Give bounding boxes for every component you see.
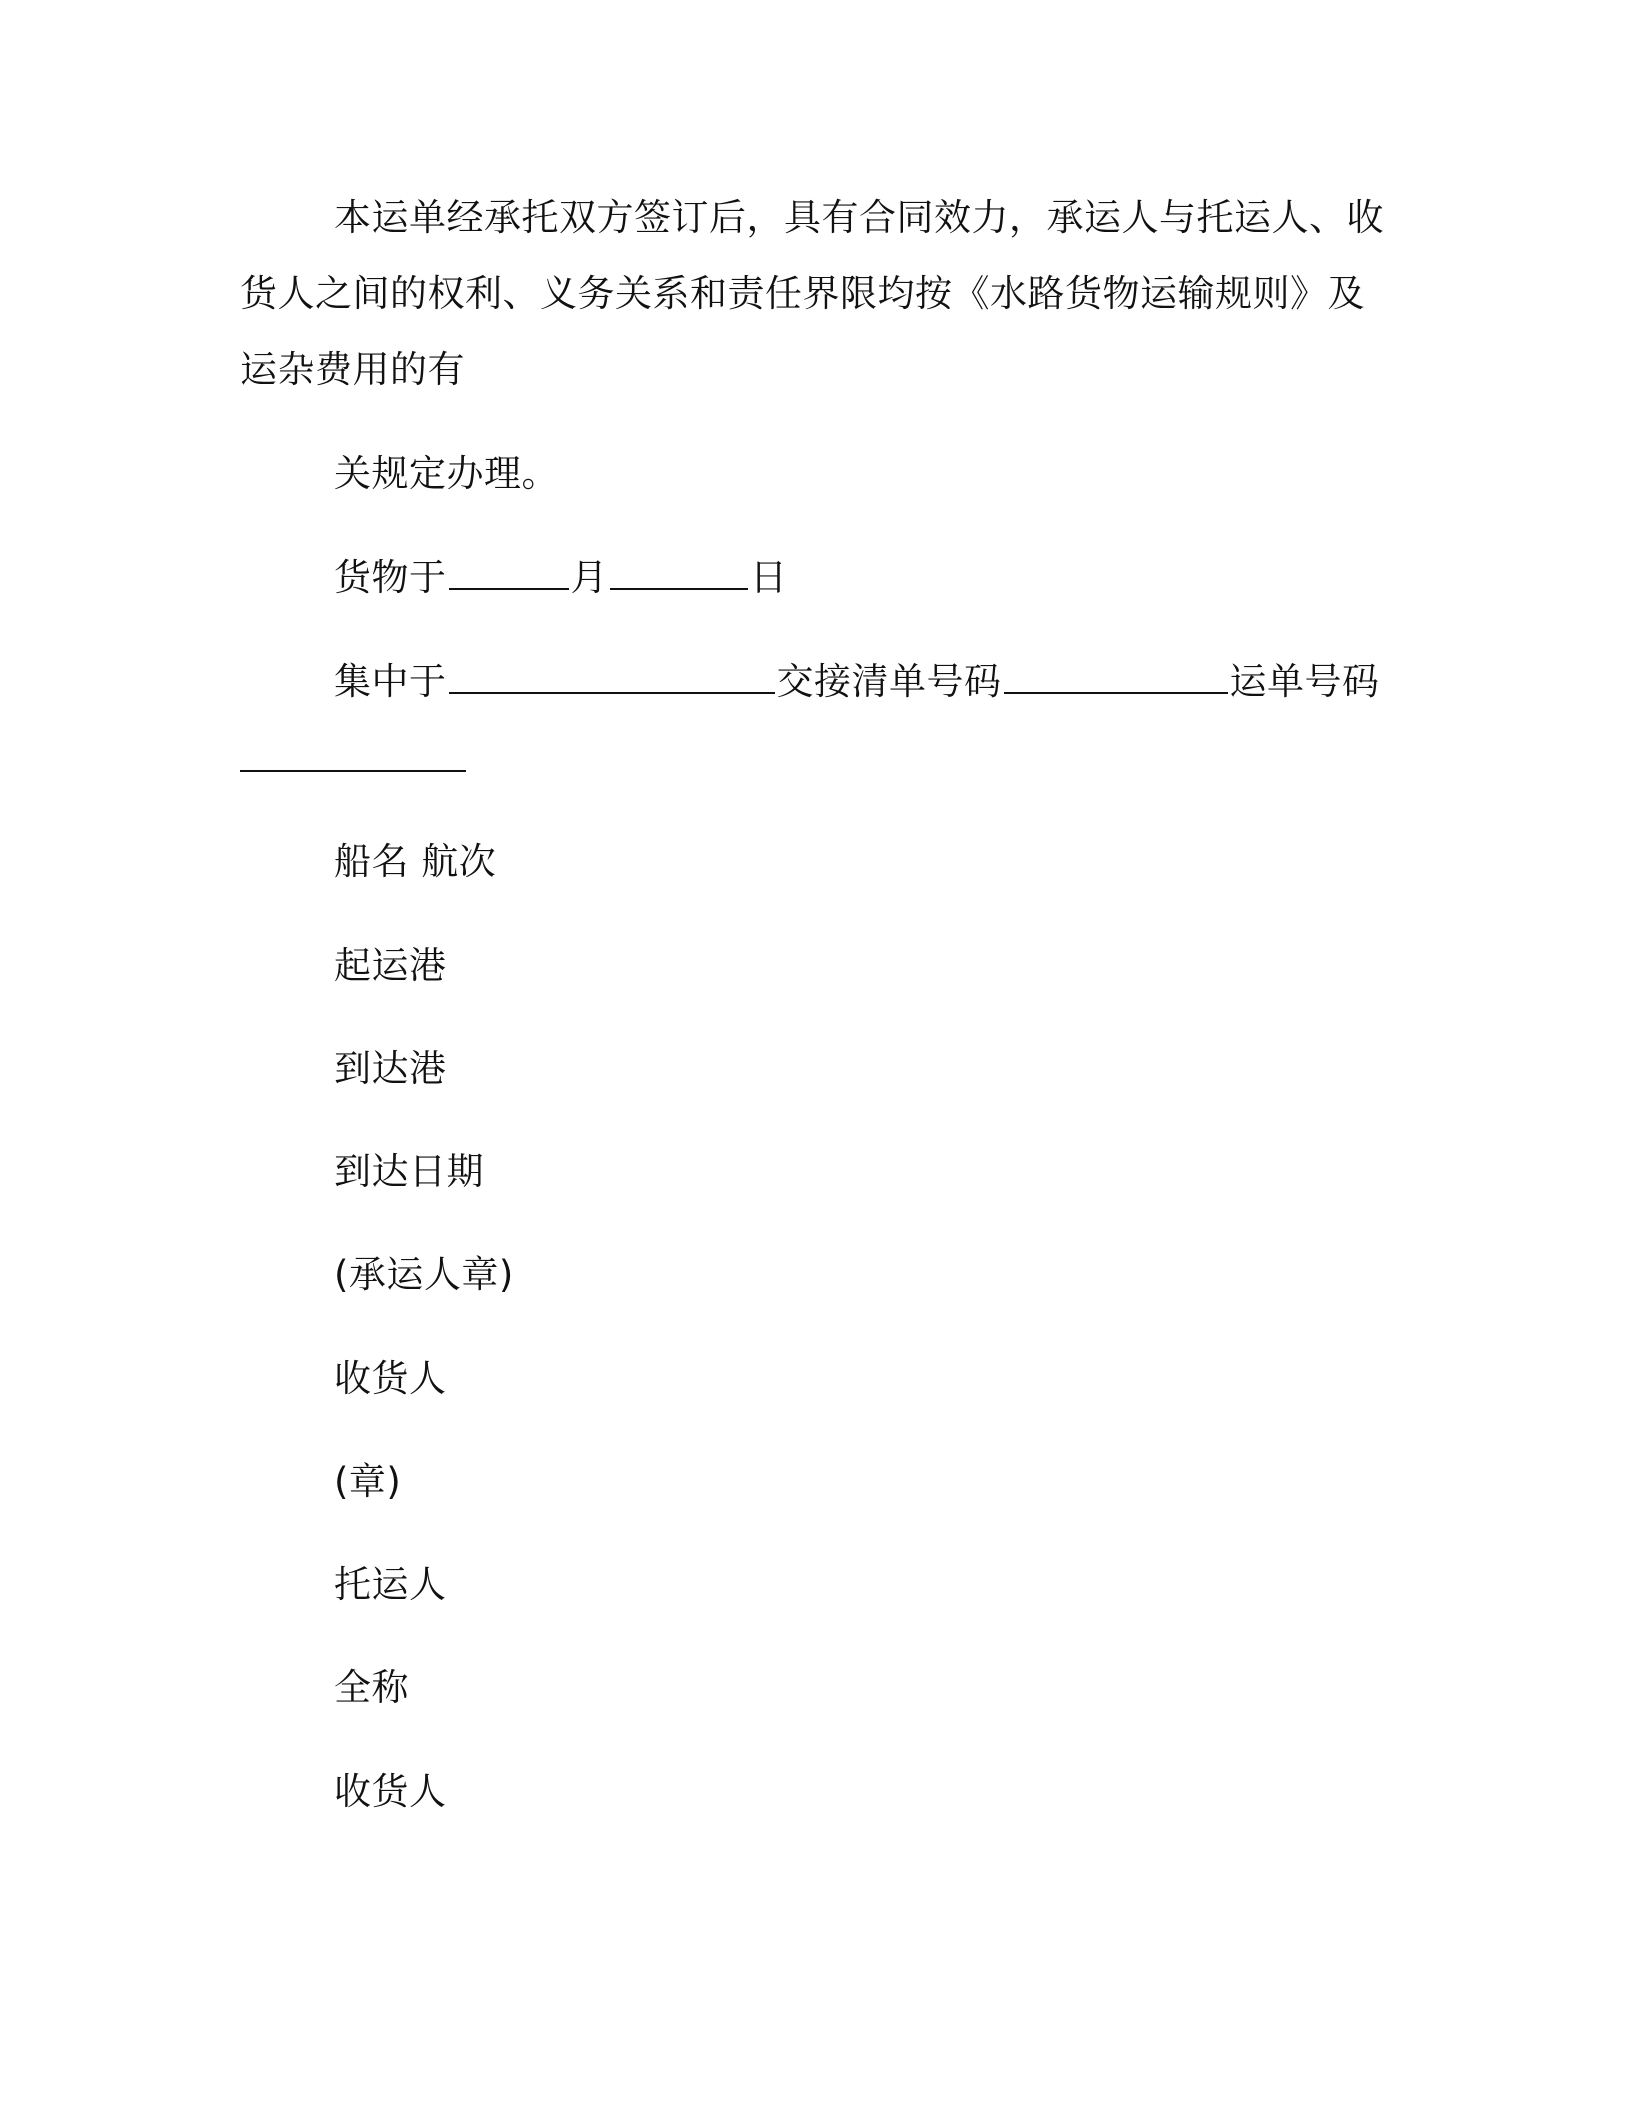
paragraph-line-4: 关规定办理。 [334,452,559,495]
paragraph-line-3: 运杂费用的有 [240,348,465,391]
consignee-label-2: 收货人 [334,1770,447,1813]
consignee-label: 收货人 [334,1357,447,1400]
month-blank[interactable] [449,558,569,590]
cargo-date-line [334,556,788,600]
collection-place-blank[interactable] [449,662,775,694]
paragraph-line-1: 本运单经承托双方签订后，具有合同效力，承运人与托运人、收 [334,196,1384,239]
full-name-label: 全称 [334,1666,409,1709]
month-label: 月 [570,556,608,599]
day-blank[interactable] [610,558,748,590]
handover-list-label: 交接清单号码 [776,660,1002,703]
cargo-date-prefix: 货物于 [334,556,447,599]
ship-voyage-label: 船名 航次 [334,840,497,883]
collection-prefix: 集中于 [334,660,447,703]
carrier-seal-label: (承运人章) [334,1253,514,1296]
seal-label: (章) [334,1460,402,1503]
collection-line [334,660,1380,704]
shipper-label: 托运人 [334,1563,447,1606]
waybill-number-label: 运单号码 [1229,660,1380,703]
day-label: 日 [750,556,788,599]
waybill-number-line [240,738,468,782]
handover-list-blank[interactable] [1004,662,1228,694]
waybill-number-blank[interactable] [240,740,466,772]
arrival-date-label: 到达日期 [334,1150,484,1193]
departure-port-label: 起运港 [334,944,447,987]
arrival-port-label: 到达港 [334,1047,447,1090]
paragraph-line-2: 货人之间的权利、义务关系和责任界限均按《水路货物运输规则》及 [240,272,1365,315]
